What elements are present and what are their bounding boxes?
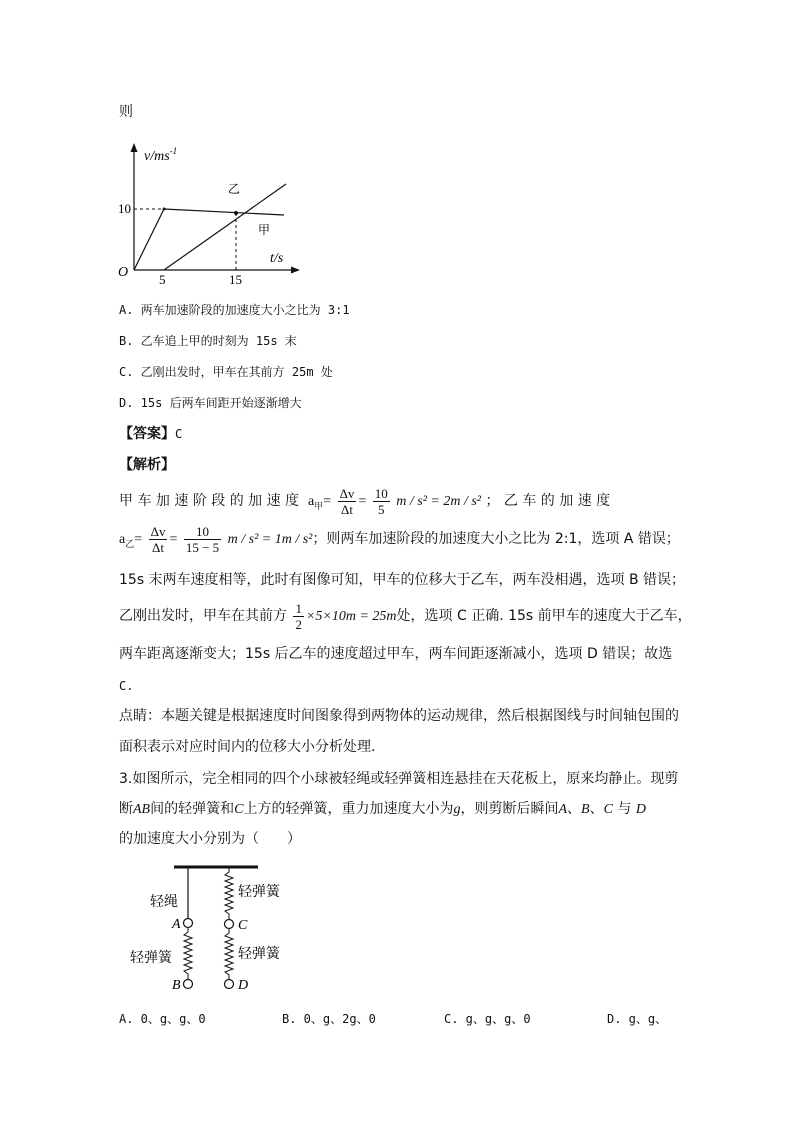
q3-option-b: B. 0、g、2g、0 bbox=[282, 1012, 376, 1026]
spring-right-top bbox=[225, 868, 233, 919]
q3-line-3: 的加速度大小分别为（ ） bbox=[119, 831, 301, 847]
x-axis-label: t/s bbox=[270, 251, 284, 266]
accel-yi-symbol: $a_乙$ bbox=[119, 532, 135, 549]
answer-line bbox=[119, 424, 182, 444]
label-spring-right: 轻弹簧 bbox=[238, 946, 280, 962]
origin-label: O bbox=[118, 265, 129, 280]
curve-jia-label: 甲 bbox=[258, 223, 271, 237]
corner-dot bbox=[163, 208, 166, 211]
analysis-line-4: 乙刚出发时，甲车在其前方 $\frac{1}{2}$ ×5×10m = 25m处，选项 C 正确. 15s 前甲车的速度大于乙车， bbox=[119, 600, 692, 632]
q3-option-d: D. g、g、 bbox=[607, 1012, 668, 1026]
analysis-tag: 【解析】 bbox=[119, 457, 175, 473]
tick-label-10: 10 bbox=[118, 201, 131, 216]
tick-label-5: 5 bbox=[159, 272, 166, 287]
spring-right-bottom bbox=[225, 929, 233, 979]
answer-tag: 【答案】 bbox=[119, 426, 175, 442]
fraction-10-5: $\frac{10}{5}$ bbox=[374, 485, 388, 517]
curve-jia bbox=[134, 209, 284, 270]
q3-line-1: 3.如图所示，完全相同的四个小球被轻绳或轻弹簧相连悬挂在天花板上，原来均静止。现剪 bbox=[119, 771, 679, 787]
q2-option-a: A. 两车加速阶段的加速度大小之比为 3:1 bbox=[119, 303, 350, 317]
q3-option-c: C. g、g、g、0 bbox=[444, 1012, 531, 1026]
tip-line-2: 面积表示对应时间内的位移大小分析处理． bbox=[119, 739, 385, 755]
fraction-dv-dt-2: $\frac{\Delta v}{\Delta t}$ bbox=[150, 523, 166, 555]
label-spring-left: 轻弹簧 bbox=[130, 950, 172, 966]
velocity-time-graph bbox=[112, 138, 302, 288]
analysis-line-6: C. bbox=[119, 679, 134, 693]
tip-line-1: 点睛：本题关键是根据速度时间图象得到两物体的运动规律，然后根据图线与时间轴包围的 bbox=[119, 708, 679, 724]
spring-left bbox=[184, 928, 192, 979]
ball-b bbox=[184, 980, 193, 989]
q2-option-d: D. 15s 后两车间距开始逐渐增大 bbox=[119, 396, 302, 410]
analysis-line-3: 15s 末两车速度相等，此时有图像可知，甲车的位移大于乙车，两车没相遇，选项 B 错误； bbox=[119, 572, 686, 588]
y-axis-label: $v/ms^{-1}$ bbox=[144, 146, 178, 164]
label-b: B bbox=[172, 978, 181, 993]
x-axis-arrow bbox=[291, 267, 300, 274]
prefix-text: 则 bbox=[119, 104, 133, 120]
analysis-line-5: 两车距离逐渐变大；15s 后乙车的速度超过甲车，两车间距逐渐减小，选项 D 错误；故选 bbox=[119, 646, 673, 662]
tick-label-15: 15 bbox=[229, 272, 242, 287]
ball-a bbox=[184, 919, 193, 928]
q3-line-2: 断AB间的轻弹簧和C上方的轻弹簧，重力加速度大小为g，则剪断后瞬间A、B、C 与 D bbox=[119, 801, 646, 817]
q2-option-c: C. 乙刚出发时，甲车在其前方 25m 处 bbox=[119, 365, 333, 379]
intersection-dot bbox=[234, 211, 238, 215]
ball-c bbox=[225, 920, 234, 929]
q3-option-a: A. 0、g、g、0 bbox=[119, 1012, 206, 1026]
label-c: C bbox=[238, 918, 248, 933]
label-d: D bbox=[238, 978, 249, 993]
fraction-dv-dt: $\frac{\Delta v}{\Delta t}$ bbox=[339, 485, 355, 517]
answer-value: C bbox=[175, 427, 183, 441]
analysis-line-2: $a_乙=$ $\frac{\Delta v}{\Delta t}$ = $\frac{10}{15 - 5}$ m / s² = 1m / s²；则两车加速阶段的加速度大小之比为 2:1，选项 A 错误； bbox=[119, 523, 680, 555]
curve-yi-label: 乙 bbox=[228, 182, 241, 196]
label-a: A bbox=[172, 917, 181, 932]
accel-jia-symbol: $a_甲$ bbox=[307, 494, 324, 511]
spring-figure bbox=[118, 858, 298, 998]
fraction-1-2: $\frac{1}{2}$ bbox=[295, 600, 302, 632]
y-axis-arrow bbox=[131, 143, 138, 152]
label-rope: 轻绳 bbox=[150, 894, 178, 910]
fraction-10-15-5: $\frac{10}{15 - 5}$ bbox=[185, 523, 220, 555]
analysis-line-1: 甲 车 加 速 阶 段 的 加 速 度 $a_甲=$ $\frac{\Delta v}{\Delta t}$ = $\frac{10}{5}$ m / s² = 2m / s² ； 乙 车 的 加 速 度 bbox=[119, 485, 611, 517]
label-spring-top: 轻弹簧 bbox=[238, 884, 280, 900]
ball-d bbox=[225, 980, 234, 989]
q2-option-b: B. 乙车追上甲的时刻为 15s 末 bbox=[119, 334, 297, 348]
